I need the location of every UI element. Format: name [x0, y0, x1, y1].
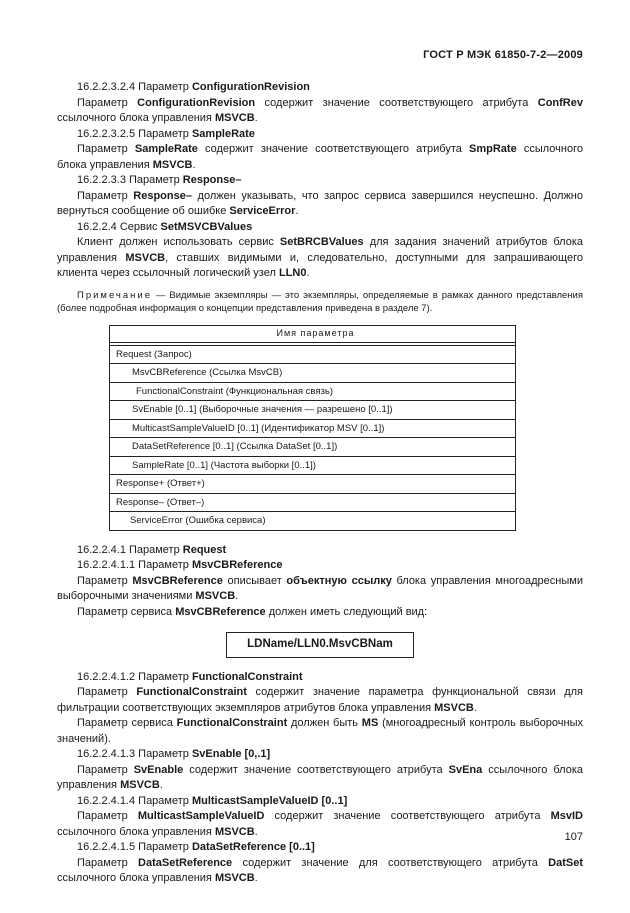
paragraph: Параметр FunctionalConstraint содержит значение параметра функциональной связи для фильтрации соответствующих экземпляров атрибутов блока управления MSVCB. — [57, 686, 583, 714]
paragraph: Параметр сервиса FunctionalConstraint должен быть MS (многоадресный контроль выборочных значений). — [57, 717, 583, 745]
paragraph: Параметр MulticastSampleValueID содержит значение соответствующего атрибута MsvID ссылочного блока управления MSVCB. — [57, 810, 583, 838]
table-row: Response+ (Ответ+) — [110, 475, 516, 494]
page-body — [57, 80, 583, 887]
document-id-header: ГОСТ Р МЭК 61850-7-2—2009 — [423, 49, 583, 61]
note-label: Примечание — [77, 289, 152, 301]
section-heading: 16.2.2.4.1.4 Параметр MulticastSampleValueID [0..1] — [77, 794, 348, 807]
table-header: Имя параметра — [110, 326, 516, 343]
paragraph: Параметр ConfigurationRevision содержит значение соответствующего атрибута ConfRev ссылочного блока управления MSVCB. — [57, 96, 583, 124]
paragraph: Параметр SampleRate содержит значение соответствующего атрибута SmpRate ссылочного блока управления MSVCB. — [57, 143, 583, 171]
section-heading: 16.2.2.4.1.5 Параметр DataSetReference [0..1] — [77, 841, 315, 853]
paragraph: Клиент должен использовать сервис SetBRCBValues для задания значений атрибутов блока управления MSVCB, ставших видимыми и, следовательно, доступными для запрашивающего клиента через ссылочный логический узел LLN0. — [57, 236, 583, 279]
section-heading: 16.2.2.3.2.5 Параметр SampleRate — [77, 127, 255, 140]
table-row: MulticastSampleValueID [0..1] (Идентификатор MSV [0..1]) — [110, 419, 516, 438]
paragraph: Параметр MsvCBReference описывает объектную ссылку блока управления многоадресными выборочными значениями MSVCB. — [57, 574, 583, 602]
table-row: ServiceError (Ошибка сервиса) — [110, 512, 516, 531]
paragraph: Параметр SvEnable содержит значение соответствующего атрибута SvEna ссылочного блока управления MSVCB. — [57, 763, 584, 791]
section-heading: 16.2.2.3.2.4 Параметр ConfigurationRevision — [77, 81, 310, 93]
section-heading: 16.2.2.4.1 Параметр Request — [77, 543, 227, 556]
table-row: Request (Запрос) — [110, 345, 516, 364]
table-row: MsvCBReference (Ссылка MsvCB) — [110, 364, 516, 383]
table-row: SampleRate [0..1] (Частота выборки [0..1]) — [110, 456, 516, 475]
table-row: SvEnable [0..1] (Выборочные значения — разрешено [0..1]) — [110, 401, 516, 420]
reference-format-box: LDName/LLN0.MsvCBNam — [226, 632, 414, 658]
paragraph: Параметр DataSetReference содержит значение для соответствующего атрибута DatSet ссылочного блока управления MSVCB. — [57, 856, 583, 884]
section-heading: 16.2.2.4 Сервис SetMSVCBValues — [77, 220, 253, 233]
section-heading: 16.2.2.3.3 Параметр Response– — [77, 174, 242, 186]
note-text: — Видимые экземпляры — это экземпляры, определяемые в рамках данного представления (более подробная информация о концепции представления приведена в разделе 7). — [57, 289, 583, 314]
paragraph: Параметр Response– должен указывать, что запрос сервиса завершился неуспешно. Должно вернуться сообщение об ошибке ServiceError. — [57, 189, 583, 217]
page-number: 107 — [564, 831, 583, 843]
section-heading: 16.2.2.4.1.3 Параметр SvEnable [0,.1] — [77, 748, 271, 760]
section-heading: 16.2.2.4.1.1 Параметр MsvCBReference — [77, 559, 283, 571]
parameter-table — [109, 325, 516, 531]
paragraph: Параметр сервиса MsvCBReference должен иметь следующий вид: — [77, 605, 428, 618]
table-row: Response– (Ответ–) — [110, 493, 516, 512]
section-heading: 16.2.2.4.1.2 Параметр FunctionalConstraint — [77, 670, 303, 683]
note — [57, 289, 583, 316]
table-row: DataSetReference [0..1] (Ссылка DataSet [0..1]) — [110, 438, 516, 457]
table-row: FunctionalConstraint (Функциональная связь) — [110, 382, 516, 401]
